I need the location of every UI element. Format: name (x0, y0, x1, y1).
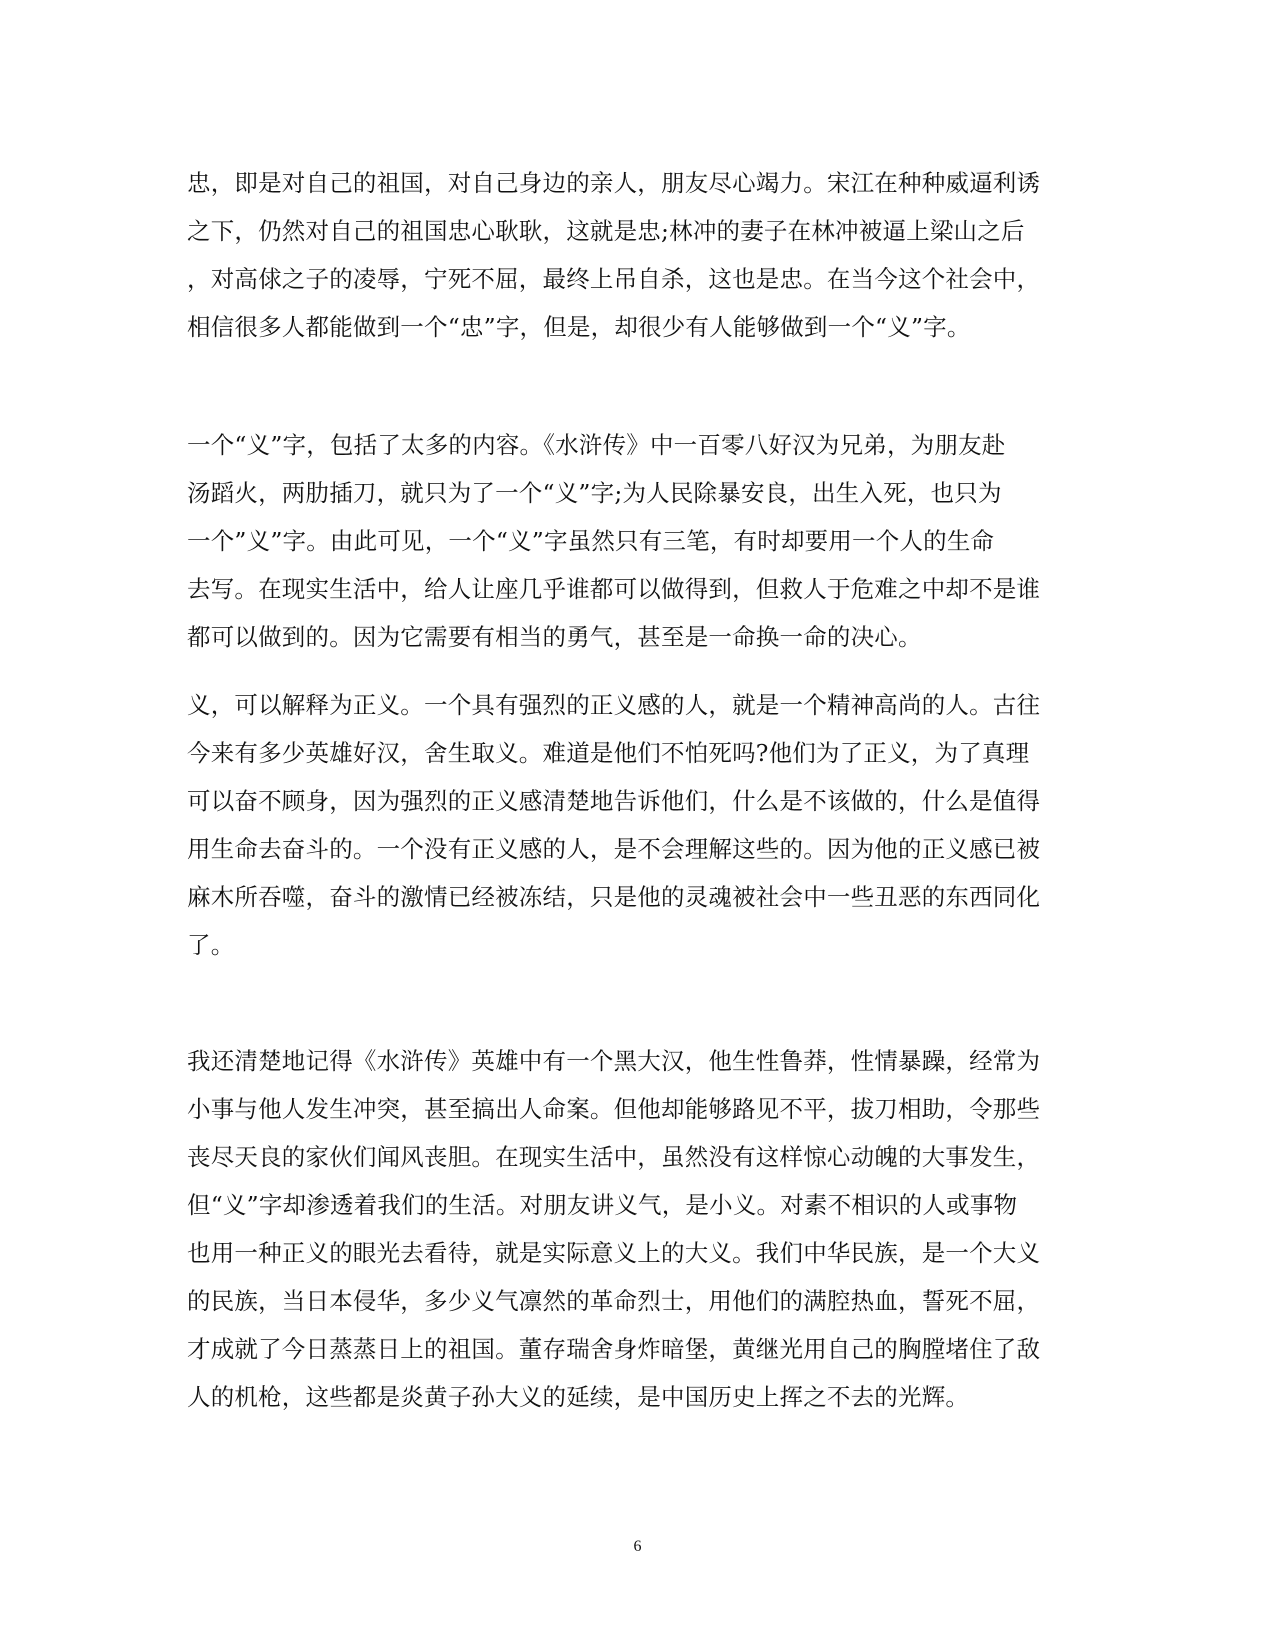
text-line: 人的机枪，这些都是炎黄子孙大义的延续，是中国历史上挥之不去的光辉。 (187, 1383, 970, 1411)
paragraph-loyalty (187, 159, 1087, 351)
text-line: 也用一种正义的眼光去看待，就是实际意义上的大义。我们中华民族，是一个大义 (187, 1239, 1041, 1267)
text-line: 都可以做到的。因为它需要有相当的勇气，甚至是一命换一命的决心。 (187, 623, 922, 651)
text-line: 义，可以解释为正义。一个具有强烈的正义感的人，就是一个精神高尚的人。古往 (187, 691, 1041, 719)
text-line: 相信很多人都能做到一个“忠”字，但是，却很少有人能够做到一个“义”字。 (187, 313, 971, 341)
text-line: 小事与他人发生冲突，甚至搞出人命案。但他却能够路见不平，拔刀相助，令那些 (187, 1095, 1041, 1123)
text-line: ，对高俅之子的凌辱，宁死不屈，最终上吊自杀，这也是忠。在当今这个社会中， (187, 265, 1041, 293)
text-line: 可以奋不顾身，因为强烈的正义感清楚地告诉他们，什么是不该做的，什么是值得 (187, 787, 1041, 815)
text-line: 今来有多少英雄好汉，舍生取义。难道是他们不怕死吗?他们为了正义，为了真理 (187, 739, 1030, 767)
text-line: 的民族，当日本侵华，多少义气凛然的革命烈士，用他们的满腔热血，誓死不屈， (187, 1287, 1041, 1315)
text-line: 丧尽天良的家伙们闻风丧胆。在现实生活中，虽然没有这样惊心动魄的大事发生， (187, 1143, 1041, 1171)
paragraph-justice (187, 681, 1087, 969)
text-line: 一个”义”字。由此可见，一个“义”字虽然只有三笔，有时却要用一个人的生命 (187, 527, 995, 555)
text-line: 才成就了今日蒸蒸日上的祖国。董存瑞舍身炸暗堡，黄继光用自己的胸膛堵住了敌 (187, 1335, 1041, 1363)
text-line: 但“义”字却渗透着我们的生活。对朋友讲义气，是小义。对素不相识的人或事物 (187, 1191, 1018, 1219)
text-line: 了。 (187, 931, 235, 959)
text-line: 汤蹈火，两肋插刀，就只为了一个“义”字;为人民除暴安良，出生入死，也只为 (187, 479, 1002, 507)
text-line: 用生命去奋斗的。一个没有正义感的人，是不会理解这些的。因为他的正义感已被 (187, 835, 1041, 863)
paragraph-righteousness (187, 421, 1087, 661)
text-line: 麻木所吞噬，奋斗的激情已经被冻结，只是他的灵魂被社会中一些丑恶的东西同化 (187, 883, 1041, 911)
text-line: 一个“义”字，包括了太多的内容。《水浒传》中一百零八好汉为兄弟，为朋友赴 (187, 431, 1006, 459)
text-line: 之下，仍然对自己的祖国忠心耿耿，这就是忠;林冲的妻子在林冲被逼上梁山之后 (187, 217, 1025, 245)
text-line: 我还清楚地记得《水浒传》英雄中有一个黑大汉，他生性鲁莽，性情暴躁，经常为 (187, 1047, 1041, 1075)
text-line: 忠，即是对自己的祖国，对自己身边的亲人，朋友尽心竭力。宋江在种种威逼利诱 (187, 169, 1041, 197)
paragraph-heroes (187, 1037, 1087, 1421)
text-line: 去写。在现实生活中，给人让座几乎谁都可以做得到，但救人于危难之中却不是谁 (187, 575, 1041, 603)
page-number: 6 (633, 1538, 642, 1555)
